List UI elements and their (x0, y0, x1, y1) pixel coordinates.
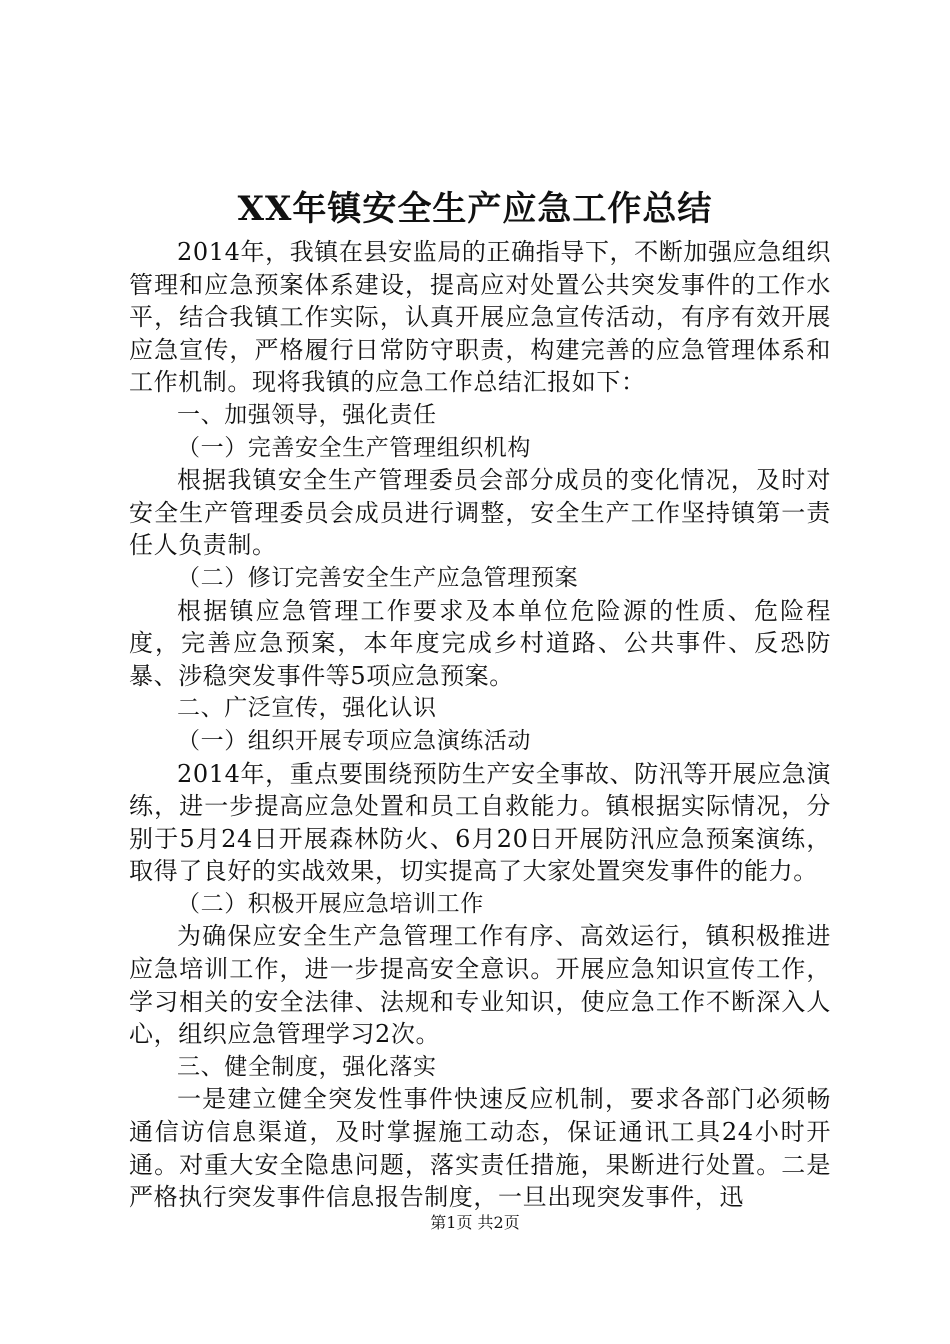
subsection-heading-1-1: （一）完善安全生产管理组织机构 (177, 434, 531, 461)
subsection-heading-2-1: （一）组织开展专项应急演练活动 (177, 727, 531, 754)
subsection-heading-2-2: （二）积极开展应急培训工作 (177, 890, 484, 917)
section-heading-1: 一、加强领导，强化责任 (177, 401, 437, 428)
page-number-footer: 第1页 共2页 (430, 1213, 520, 1232)
subsection-heading-1-2: （二）修订完善安全生产应急管理预案 (177, 564, 579, 591)
paragraph-3: 一是建立健全突发性事件快速反应机制，要求各部门必须畅通信访信息渠道，及时掌握施工动态，保证通讯工具24小时开通。对重大安全隐患问题，落实责任措施，果断进行处置。二是严格执行突发事件信息报告制度，一旦出现突发事件，迅 (129, 1085, 831, 1212)
section-heading-3: 三、健全制度，强化落实 (177, 1053, 437, 1080)
section-heading-2: 二、广泛宣传，强化认识 (177, 695, 437, 722)
document-title: XX年镇安全生产应急工作总结 (237, 189, 713, 229)
paragraph-1-2: 根据镇应急管理工作要求及本单位危险源的性质、危险程度，完善应急预案，本年度完成乡村道路、公共事件、反恐防暴、涉稳突发事件等5项应急预案。 (129, 596, 831, 690)
paragraph-1-1: 根据我镇安全生产管理委员会部分成员的变化情况，及时对安全生产管理委员会成员进行调整，安全生产工作坚持镇第一责任人负责制。 (129, 466, 831, 560)
paragraph-intro: 2014年，我镇在县安监局的正确指导下，不断加强应急组织管理和应急预案体系建设，提高应对处置公共突发事件的工作水平，结合我镇工作实际，认真开展应急宣传活动，有序有效开展应急宣传，严格履行日常防守职责，构建完善的应急管理体系和工作机制。现将我镇的应急工作总结汇报如下： (129, 238, 831, 397)
paragraph-2-1: 2014年，重点要围绕预防生产安全事故、防汛等开展应急演练，进一步提高应急处置和员工自救能力。镇根据实际情况，分别于5月24日开展森林防火、6月20日开展防汛应急预案演练，取得了良好的实战效果，切实提高了大家处置突发事件的能力。 (129, 759, 831, 886)
document-body (129, 236, 831, 1214)
paragraph-2-2: 为确保应安全生产急管理工作有序、高效运行，镇积极推进应急培训工作，进一步提高安全意识。开展应急知识宣传工作，学习相关的安全法律、法规和专业知识，使应急工作不断深入人心，组织应急管理学习2次。 (129, 922, 831, 1049)
